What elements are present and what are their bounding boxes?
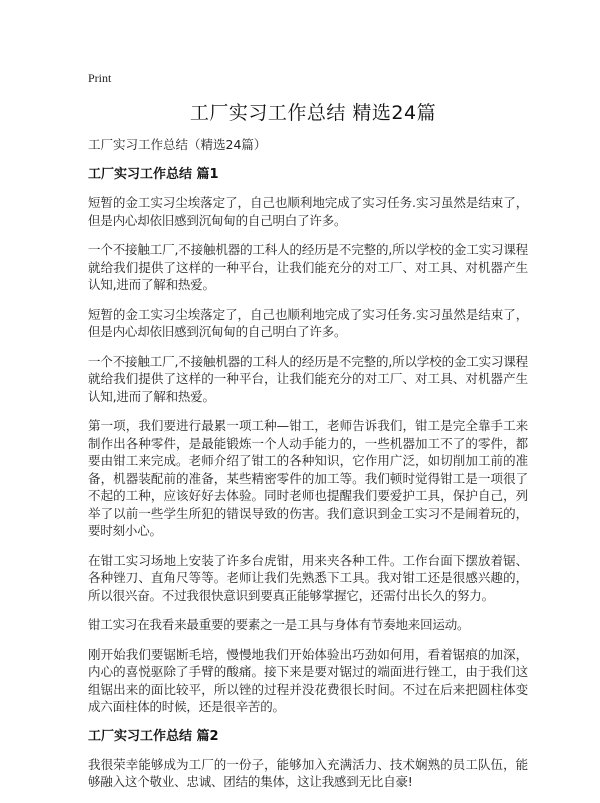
document-page	[88, 70, 528, 803]
paragraph: 在钳工实习场地上安装了许多台虎钳，用来夹各种工件。工作台面下摆放着锯、各种锉刀、直角尺等等。老师让我们先熟悉下工具。我对钳工还是很感兴趣的，所以很兴奋。不过我很快意识到要真正能够掌握它，还需付出长久的努力。	[88, 552, 528, 603]
document-title: 工厂实习工作总结 精选24篇	[189, 102, 437, 124]
section-heading: 工厂实习工作总结 篇2	[88, 728, 219, 744]
paragraph: 一个不接触工厂,不接触机器的工科人的经历是不完整的,所以学校的金工实习课程就给我们提供了这样的一种平台，让我们能充分的对工厂、对工具、对机器产生认知,进而了解和热爱。	[88, 353, 528, 404]
section-2	[88, 728, 528, 791]
paragraph: 一个不接触工厂,不接触机器的工科人的经历是不完整的,所以学校的金工实习课程就给我们提供了这样的一种平台，让我们能充分的对工厂、对工具、对机器产生认知,进而了解和热爱。	[88, 242, 528, 292]
paragraph: 第一项，我们要进行最累一项工种—钳工，老师告诉我们，钳工是完全靠手工来制作出各种零件，是最能锻炼一个人动手能力的，一些机器加工不了的零件，都要由钳工来完成。老师介绍了钳工的各种知识，它作用广泛，如切削加工前的准备，机器装配前的准备，某些精密零件的加工等。我们顿时觉得钳工是一项很了不起的工种，应该好好去体验。同时老师也提醒我们要爱护工具，保护自己，列举了以前一些学生所犯的错误导致的伤害。我们意识到金工实习不是闹着玩的，要时刻小心。	[88, 418, 528, 538]
paragraph: 短暂的金工实习尘埃落定了，自己也顺利地完成了实习任务.实习虽然是结束了，但是内心却依旧感到沉甸甸的自己明白了许多。	[88, 306, 528, 339]
paragraph: 短暂的金工实习尘埃落定了，自己也顺利地完成了实习任务.实习虽然是结束了，但是内心却依旧感到沉甸甸的自己明白了许多。	[88, 195, 528, 228]
print-link[interactable]: Print	[88, 71, 112, 85]
paragraph: 刚开始我们要锯断毛培，慢慢地我们开始体验出巧劲如何用，看着锯痕的加深，内心的喜悦驱除了手臂的酸痛。接下来是要对锯过的端面进行锉工，由于我们这组锯出来的面比较平，所以锉的过程并没花费很长时间。不过在后来把圆柱体变成六面柱体的时候，还是很辛苦的。	[88, 646, 528, 714]
paragraph: 钳工实习在我看来最重要的要素之一是工具与身体有节奏地来回运动。	[88, 617, 470, 632]
section-1	[88, 166, 528, 716]
document-subtitle: 工厂实习工作总结（精选24篇）	[88, 137, 267, 152]
section-heading: 工厂实习工作总结 篇1	[88, 167, 219, 182]
paragraph: 我很荣幸能够成为工厂的一份子，能够加入充满活力、技术娴熟的员工队伍，能够融入这个敬业、忠诚、团结的集体，这让我感到无比自豪!	[88, 756, 528, 789]
